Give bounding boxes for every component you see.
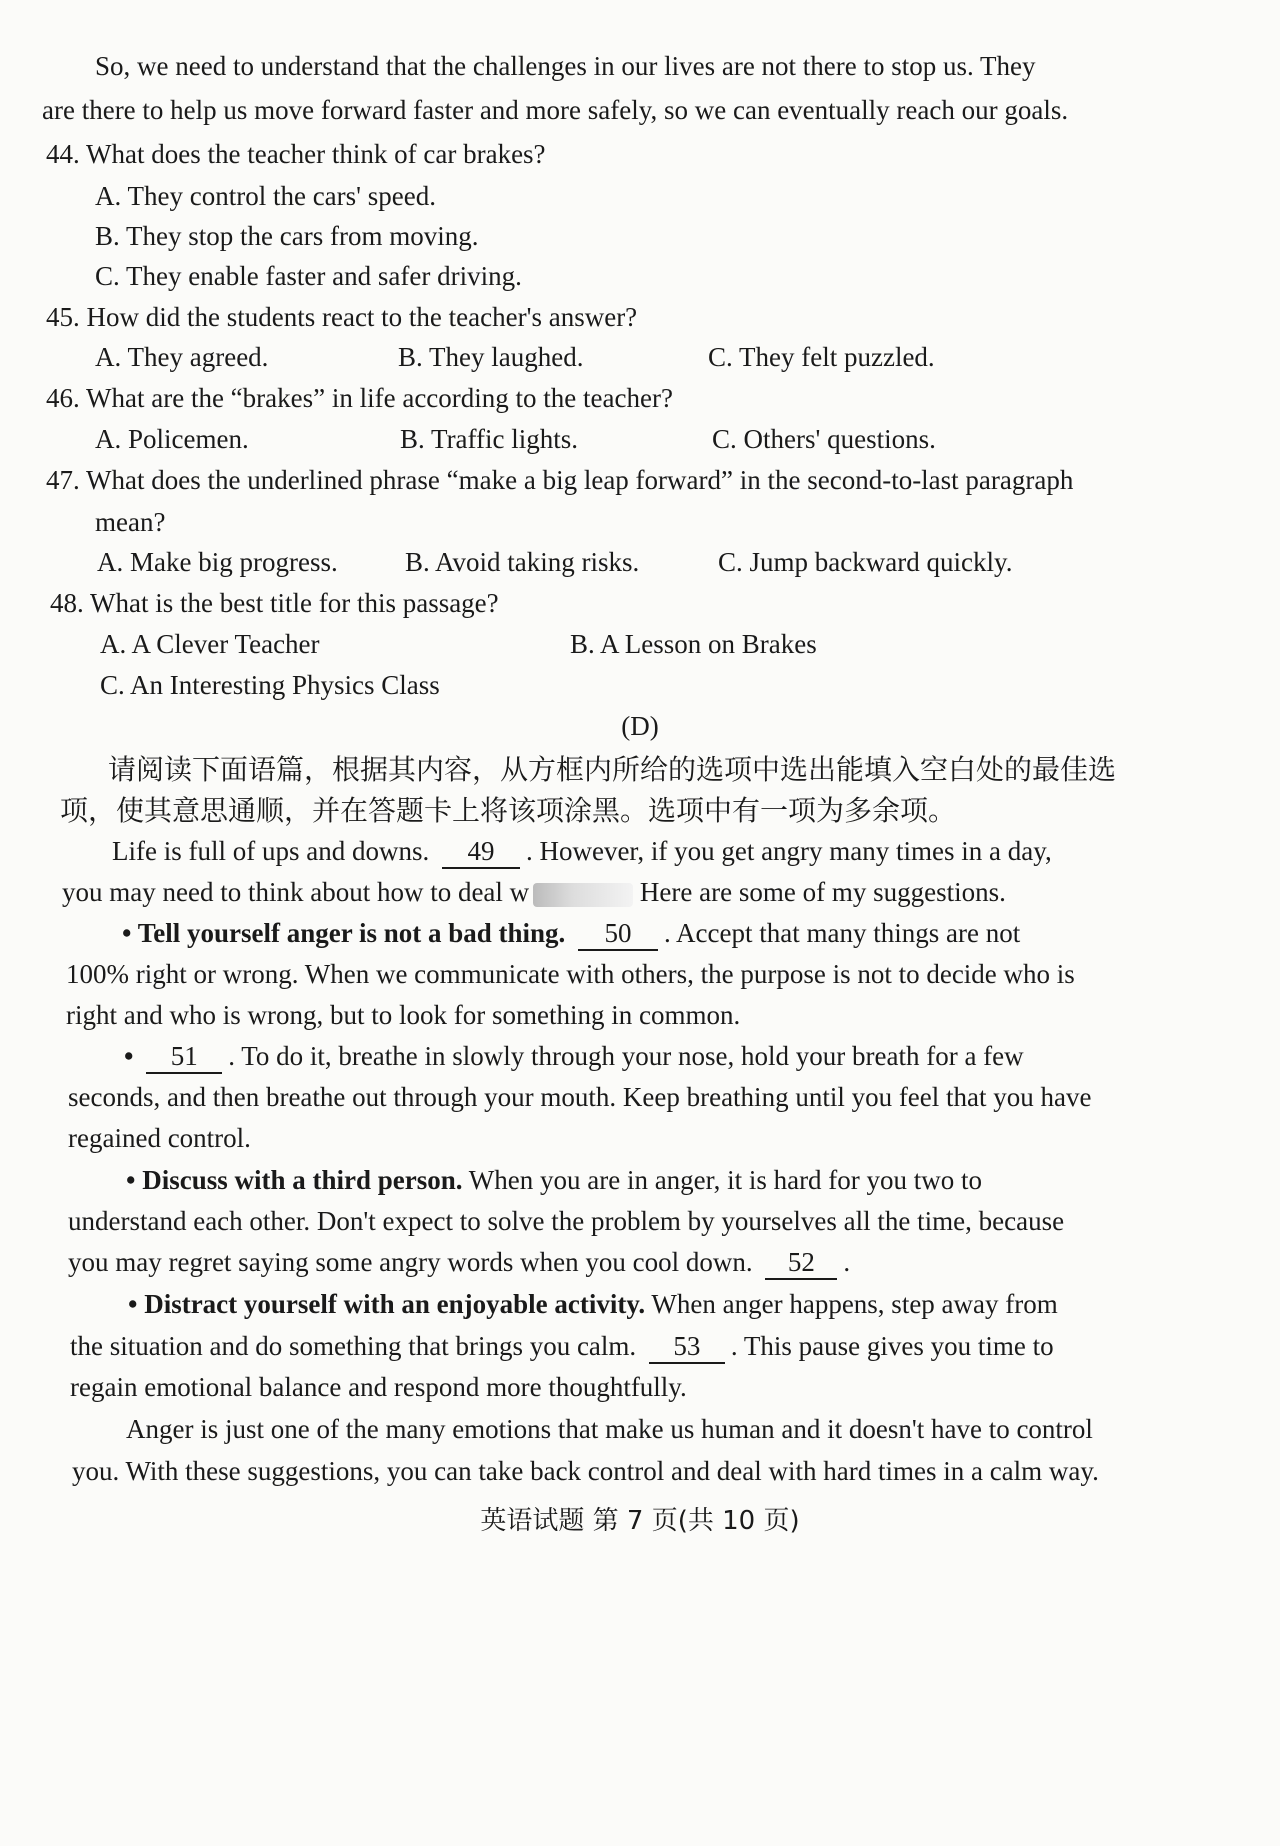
tip-2-line-1: • 51 . To do it, breathe in slowly through your nose, hold your breath for a few <box>124 1032 1024 1081</box>
question-text: How did the students react to the teacher's answer? <box>86 302 638 332</box>
option-48-a: A. A Clever Teacher <box>100 629 320 659</box>
tip-3-heading: • Discuss with a third person. <box>126 1165 463 1195</box>
conclusion-line-1: Anger is just one of the many emotions that make us human and it doesn't have to control <box>126 1414 1093 1444</box>
instruction-line-2: 项，使其意思通顺，并在答题卡上将该项涂黑。选项中有一项为多余项。 <box>60 794 957 827</box>
tip-1-heading: • Tell yourself anger is not a bad thing. <box>122 918 566 948</box>
tip-3-line-1: • Discuss with a third person. When you are in anger, it is hard for you two to <box>126 1165 983 1195</box>
section-heading: (D) <box>621 711 659 741</box>
option-46-a: A. Policemen. <box>95 424 249 454</box>
question-text: What does the teacher think of car brakes? <box>86 139 546 169</box>
blank-53: 53 <box>649 1330 725 1364</box>
option-44-a: A. They control the cars' speed. <box>95 181 437 211</box>
question-text: What are the “brakes” in life according to the teacher? <box>86 383 673 413</box>
option-46-c: C. Others' questions. <box>712 424 936 454</box>
question-number: 45. <box>46 302 80 332</box>
blank-51: 51 <box>146 1040 222 1074</box>
option-45-c: C. They felt puzzled. <box>708 342 935 372</box>
intro-line-1: So, we need to understand that the challenges in our lives are not there to stop us. They <box>95 51 1036 81</box>
tip-1-line-3: right and who is wrong, but to look for something in common. <box>66 1000 741 1030</box>
tip-2-line-2: seconds, and then breathe out through your mouth. Keep breathing until you feel that you have <box>68 1082 1092 1112</box>
intro-line-2: are there to help us move forward faster and more safely, so we can eventually reach our goals. <box>42 95 1069 125</box>
tip-4-line-3: regain emotional balance and respond more thoughtfully. <box>70 1372 687 1402</box>
question-text: What is the best title for this passage? <box>90 588 499 618</box>
option-47-a: A. Make big progress. <box>97 547 338 577</box>
tip-4-line-1: • Distract yourself with an enjoyable activity. When anger happens, step away from <box>128 1289 1058 1319</box>
tip-1-line-2: 100% right or wrong. When we communicate with others, the purpose is not to decide who is <box>66 959 1075 989</box>
page-footer: 英语试题 第 7 页(共 10 页) <box>480 1506 800 1536</box>
smudged-text <box>533 883 633 907</box>
option-45-b: B. They laughed. <box>398 342 584 372</box>
blank-49: 49 <box>442 835 520 869</box>
passage-line-2: you may need to think about how to deal w Here are some of my suggestions. <box>62 877 1006 907</box>
passage-line-1: Life is full of ups and downs. 49 . However, if you get angry many times in a day, <box>112 827 1052 876</box>
option-44-c: C. They enable faster and safer driving. <box>95 261 522 291</box>
question-number: 46. <box>46 383 80 413</box>
instruction-line-1: 请阅读下面语篇，根据其内容，从方框内所给的选项中选出能填入空白处的最佳选 <box>108 753 1117 786</box>
option-47-b: B. Avoid taking risks. <box>405 547 640 577</box>
question-number: 44. <box>46 139 80 169</box>
question-47-continued: mean? <box>95 507 166 537</box>
option-47-c: C. Jump backward quickly. <box>718 547 1013 577</box>
tip-2-line-3: regained control. <box>68 1123 251 1153</box>
option-44-b: B. They stop the cars from moving. <box>95 221 479 251</box>
tip-4-heading: • Distract yourself with an enjoyable activity. <box>128 1289 646 1319</box>
blank-50: 50 <box>578 917 658 951</box>
question-number: 47. <box>46 465 80 495</box>
option-48-b: B. A Lesson on Brakes <box>570 629 817 659</box>
question-number: 48. <box>50 588 84 618</box>
option-46-b: B. Traffic lights. <box>400 424 579 454</box>
tip-1-line-1: • Tell yourself anger is not a bad thing. 50 . Accept that many things are not <box>122 909 1020 958</box>
question-text: What does the underlined phrase “make a big leap forward” in the second-to-last paragraph <box>86 465 1074 495</box>
tip-3-line-3: you may regret saying some angry words when you cool down. 52 . <box>68 1238 850 1287</box>
conclusion-line-2: you. With these suggestions, you can take back control and deal with hard times in a calm way. <box>72 1456 1099 1486</box>
tip-4-line-2: the situation and do something that brings you calm. 53 . This pause gives you time to <box>70 1322 1054 1371</box>
tip-3-line-2: understand each other. Don't expect to solve the problem by yourselves all the time, because <box>68 1206 1065 1236</box>
question-47 <box>46 456 1073 505</box>
blank-52: 52 <box>765 1246 837 1280</box>
option-45-a: A. They agreed. <box>95 342 269 372</box>
option-48-c: C. An Interesting Physics Class <box>100 670 440 700</box>
